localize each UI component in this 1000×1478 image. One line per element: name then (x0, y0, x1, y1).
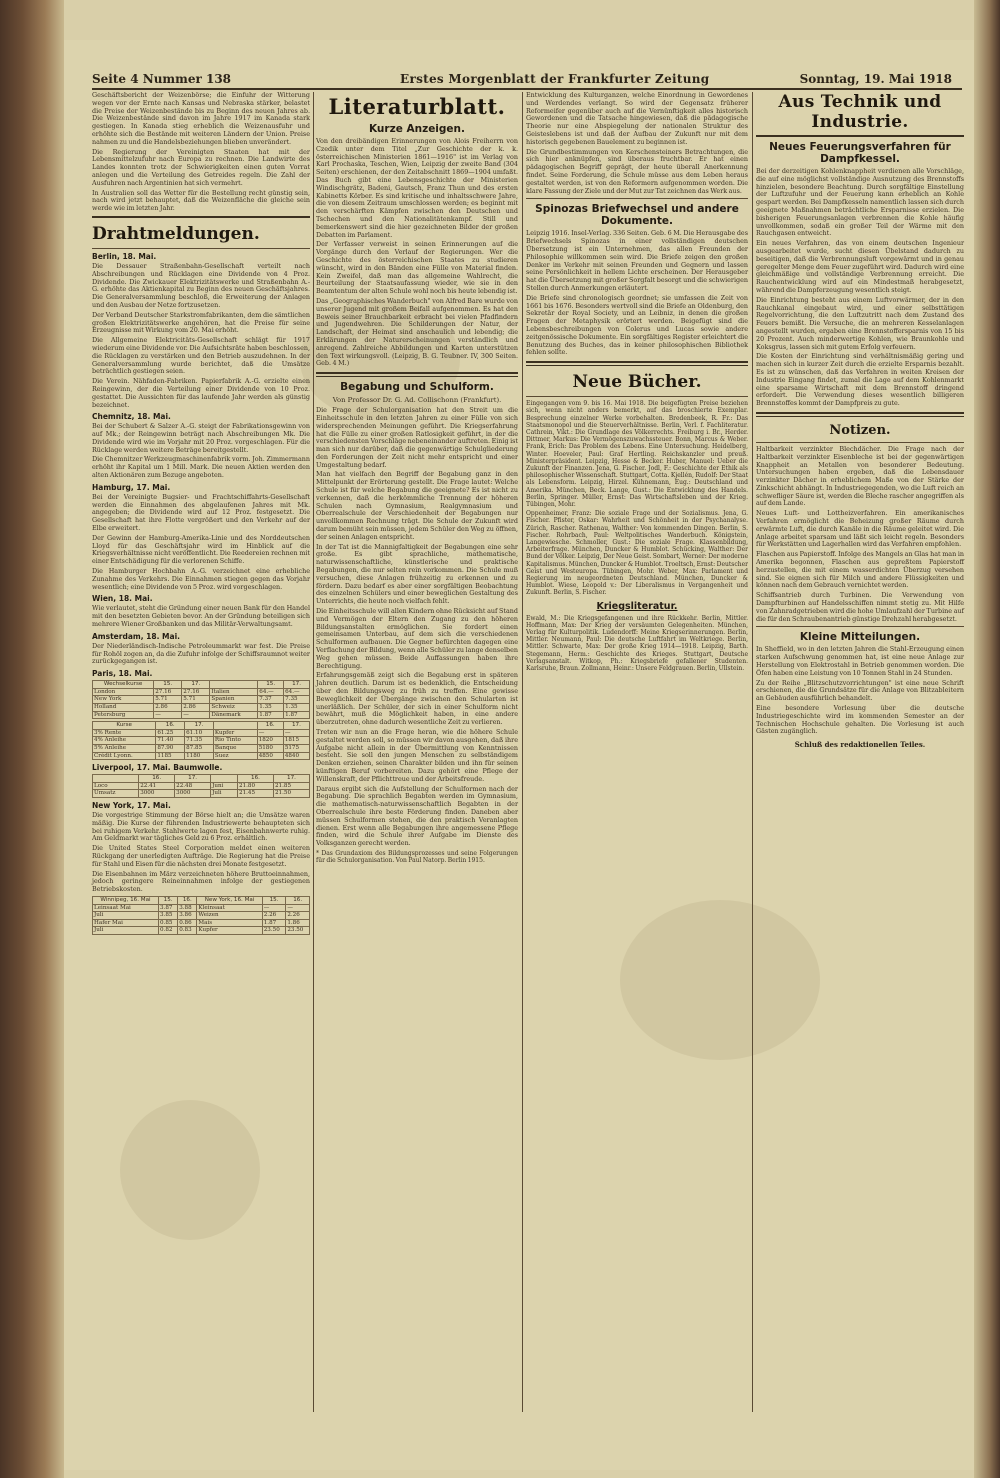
subsection-title: Kleine Mitteilungen. (799, 631, 921, 644)
body-text: Die Regierung der Vereinigten Staaten hat mit der Lebensmittelzufuhr nach Europa zu rechnen. Die Landwirte des Landes konnten trotz der Schwierigkeiten einen guten Vorrat anlegen und die Verteilung des Getreides regeln. Die Zahl der Ausfuhren nach Argentinien hat sich vermehrt. (92, 147, 310, 187)
issue-date: Sonntag, 19. Mai 1918 (799, 72, 952, 86)
body-text: Die Briefe sind chronologisch geordnet; sie umfassen die Zeit von 1661 bis 1676. Besonders wertvoll sind die Briefe an Oldenburg, den Sekretär der Royal Society, und an Leibniz, in denen die großen Fragen der Metaphysik erörtert werden. Beigefügt sind die Lebensbeschreibungen von Colerus und Lucas sowie andere zeitgenössische Dokumente. Ein sorgfältiges Register erleichtert die Benutzung des Buches, das in keiner philosophischen Bibliothek fehlen sollte. (526, 293, 748, 357)
body-text: Die vorgestrige Stimmung der Börse hielt an; die Umsätze waren mäßig. Die Kurse der führenden Industriewerte behaupteten sich bei ruhigem Verkehr. Stahlwerte lagen fest, Eisenbahnwerte ruhig. Am Geldmarkt war tägliches Geld zu 6 Proz. erhältlich. (92, 810, 310, 843)
dateline: Hamburg, 17. Mai. (92, 482, 171, 492)
body-text: Der Verfasser verweist in seinen Erinnerungen auf die Vorgänge durch den Verlauf der Regierungen. Wer die Geschichte des österreichischen Staates zu studieren wünscht, wird in den Bänden eine Fülle von Material finden. Kein Zweifel, daß man das allgemeine Wahlrecht, die Beurteilung der Staatsaufassung wieder, wie sie in den Beamtentum der alten Schule wohl noch bis heute lebendig ist. (316, 240, 518, 296)
divider (92, 248, 310, 249)
article-title: Spinozas Briefwechsel und andere Dokumente. (535, 203, 739, 228)
book-list: Ewald, M.: Die Kriegsgefangenen und ihre Rückkehr. Berlin, Mittler. Hoffmann, Max: Der Krieg der versäumten Gelegenheiten. München, Verlag für Kulturpolitik. Ludendorff: Meine Kriegserinnerungen. Berlin, Mittler. Neumann, Paul: Die deutsche Luftfahrt im Weltkriege. Berlin, Mittler. Schwarte, Max: Der große Krieg 1914—1918. Leipzig, Barth. Stegemann, Herm.: Geschichte des Krieges. Stuttgart, Deutsche Verlagsanstalt. Witkop, Ph.: Kriegsbriefe gefallener Studenten. Karlsruhe, Braun. Zollmann, Heinr.: Unsere Feldgrauen. Berlin, Ullstein. (526, 614, 748, 673)
book-list: Oppenheimer, Franz: Die soziale Frage und der Sozialismus. Jena, G. Fischer. Pfister, Oskar: Wahrheit und Schönheit in der Psychanalyse. Zürich, Rascher. Rathenau, Walther: Von kommenden Dingen. Berlin, S. Fischer. Rohrbach, Paul: Weltpolitisches Wanderbuch. Königstein, Langewiesche. Schmoller, Gust.: Die soziale Frage. Klassenbildung, Arbeiterfrage. München, Duncker & Humblot. Schücking, Walther: Der Bund der Völker. Leipzig, Der Neue Geist. Sombart, Werner: Der moderne Kapitalismus. München, Duncker & Humblot. Troeltsch, Ernst: Deutscher Geist und Westeuropa. Tübingen, Mohr. Weber, Max: Parlament und Regierung im neugeordneten Deutschland. München, Duncker & Humblot. Wiese, Leopold v.: Der Liberalismus in Vergangenheit und Zukunft. Berlin, S. Fischer. (526, 510, 748, 597)
column-1 (92, 92, 310, 937)
dateline: Wien, 18. Mai. (92, 594, 153, 604)
column-4 (756, 92, 964, 749)
body-text: Der Niederländisch-Indische Petroleummarkt war fest. Die Preise für Rohöl zogen an, da die Zufuhr infolge der Schiffsraumnot weiter zurückgegangen ist. (92, 641, 310, 666)
column-rule (522, 92, 523, 1412)
book-edge-right (974, 0, 1000, 1478)
body-text: Treten wir nun an die Frage heran, wie die höhere Schule gestaltet werden soll, so müssen wir davon ausgehen, daß ihre Aufgabe nicht allein in der Übermittlung von Kenntnissen besteht. Sie soll den jungen Menschen zu selbständigem Denken erziehen, seinen Charakter bilden und ihn für seinen künftigen Beruf vorbereiten. Dazu gehört eine Pflege der Willenskraft, der Pflichttreue und der Arbeitsfreude. (316, 727, 518, 783)
body-text: Bei der Schubert & Salzer A.-G. steigt der Fabrikationsgewinn von auf Mk.; der Reingewinn beträgt nach Abschreibungen Mk. Die Dividende wird wie im Vorjahr mit 20 Proz. vorgeschlagen. Für die Rücklage werden weitere Beträge bereitgestellt. (92, 422, 310, 454)
section-divider (92, 216, 310, 218)
section-divider (526, 361, 748, 366)
column-3 (526, 92, 748, 674)
body-text: Die Grundbestimmungen von Kerschensteiners Betrachtungen, die sich hier anknüpfen, sind überaus fruchtbar. Er hat einen pädagogischen Begriff geprägt, der heute überall Anerkennung findet. Seine Forderung, die Schule müsse aus dem Leben heraus gestaltet werden, ist von den Reformern aufgenommen worden. Die klare Fassung der Ziele und der Mut zur Tat zeichnen das Werk aus. (526, 147, 748, 195)
section-title: Aus Technik und Industrie. (778, 92, 942, 132)
body-text: Neues Luft- und Lottheizverfahren. Ein amerikanisches Verfahren ermöglicht die Beheizung großer Räume durch erwärmte Luft, die durch Kanäle in die Räume geleitet wird. Die Anlage arbeitet sparsam und läßt sich leicht regeln. Besonders für Werkstätten und Lagerhallen wird das Verfahren empfohlen. (756, 509, 964, 549)
divider (756, 442, 964, 443)
divider (526, 396, 748, 397)
body-text: Der Gewinn der Hamburg-Amerika-Linie und des Norddeutschen Lloyd für das Geschäftsjahr wird im Hinblick auf die Kriegsverhältnisse nicht veröffentlicht. Die Reedereien rechnen mit einer Entschädigung für die verlorenen Schiffe. (92, 533, 310, 566)
body-text: Die United States Steel Corporation meldet einen weiteren Rückgang der unerledigten Aufträge. Die Regierung hat die Preise für Stahl und Eisen für die nächsten drei Monate festgesetzt. (92, 844, 310, 868)
section-divider (756, 135, 964, 137)
body-text: Bei der Vereinigte Bugsier- und Frachtschiffahrts-Gesellschaft werden die Einnahmen des abgelaufenen Jahres mit Mk. angegeben; die Dividende wird auf 12 Proz. festgesetzt. Die Gesellschaft hat ihre Flotte vergrößert und den Verkehr auf der Elbe erweitert. (92, 492, 310, 533)
book-list: Eingegangen vom 9. bis 16. Mai 1918. Die beigefügten Preise beziehen sich, wenn nicht anders bemerkt, auf das broschierte Exemplar. Besprechung einzelner Werke vorbehalten. Bredenbeek, R. Fr.: Das Staatsmonopol und die Steuerverhältnisse. Berlin, Verl. f. Fachliteratur. Cathrein, Vikt.: Die Grundlage des Völkerrechts. Freiburg i. Br., Herder. Dittmer, Markus: Die Vermögenszuwachssteuer. Bonn, Marcus & Weber. Frank, Erich: Das Problem des Lebens. Eine Untersuchung. Heidelberg, Winter. Hoeveler, Paul: Graf Hertling. Reichskanzler und preuß. Ministerpräsident. Leipzig, Hesse & Becker. Huber, Manuel: Ueber die Zukunft der Finanzen. Jena, G. Fischer. Jodl, F.: Geschichte der Ethik als philosophischer Wissenschaft. Stuttgart, Cotta. Kjellén, Rudolf: Der Staat als Lebensform. Leipzig, Hirzel. Kühnemann, Eug.: Deutschland und Amerika. München, Beck. Lange, Gust.: Die Entwicklung des Handels. Berlin, Springer. Müller, Ernst: Das Wirtschaftsleben und der Krieg. Tübingen, Mohr. (526, 400, 748, 508)
section-title: Neue Bücher. (572, 372, 702, 393)
section-title: Notizen. (829, 422, 891, 438)
subsection-title: Kurze Anzeigen. (368, 123, 466, 135)
section-title: Literaturblatt. (328, 94, 506, 119)
dateline: Chemnitz, 18. Mai. (92, 412, 171, 422)
market-table: Winnipeg, 16. Mai 15. 16. New York, 16. Mai 15. 16. Leinsaat Mai 3.87 3.88 Kleinsaat — — Juli 3.85 3.86 Weizen 2.26 2.26 Hafer Mai 0.85 0.86 Mais 1.87 1.86 Juli 0.82 0.83 Kupfer 23.50 23.50 (92, 896, 310, 935)
section-divider (316, 372, 518, 377)
dateline: Berlin, 18. Mai. (92, 251, 157, 261)
page-number: Seite 4 Nummer 138 (92, 72, 232, 86)
body-text: Geschäftsbericht der Weizenbörse; die Einfuhr der Witterung wegen vor der Ernte nach Kansas und Nebraska stärker, belastet die Preise der Weizenbestände bis zu Beginn des neuen Jahres ab. Die Weizenbestände sind davon im Jahre 1917 im Kanada stark gestiegen. In Kanada stieg erheblich die Weizenausfuhr und erhöhte sich die Bestände mit weiteren Ländern der Union. Preise nahmen zu und die Handelsbeziehungen blieben unverändert. (92, 91, 310, 146)
body-text: Erfahrungsgemäß zeigt sich die Begabung erst in späteren Jahren deutlich. Darum ist es bedenklich, die Entscheidung über den Bildungsweg zu früh zu treffen. Eine gewisse Beweglichkeit der Übergänge zwischen den Schularten ist unerläßlich. Der Schüler, der sich in einer Schulform nicht bewährt, muß die Möglichkeit haben, in eine andere überzutreten, ohne dadurch wesentliche Zeit zu verlieren. (316, 671, 518, 727)
masthead-rule (92, 88, 962, 90)
body-text: In Australien soll das Wetter für die Bestellung recht günstig sein, nach wird jetzt behauptet, daß die Weizenfläche die gleiche sein werde wie im letzten Jahr. (92, 188, 310, 213)
byline: Von Professor Dr. G. Ad. Collischonn (Frankfurt). (332, 396, 502, 405)
body-text: Die Kosten der Einrichtung sind verhältnismäßig gering und machen sich in kurzer Zeit durch die erzielte Ersparnis bezahlt. Es ist zu wünschen, daß das Verfahren in weiten Kreisen der Industrie Eingang findet, zumal die Lage auf dem Kohlenmarkt eine sparsame Wirtschaft mit dem Brennstoff dringend erfordert. Die Verwendung dieses wesentlich billigeren Brennstoffes kommt der Dampfpreis zu gute. (756, 352, 964, 408)
body-text: Entwicklung des Kulturganzen, welche Einordnung in Gewordenes und Werdendes verlangt. So wird der Gegensatz früherer Reformeifer gegenüber auch auf die Vernünftigkeit alles historisch Gewordenen und die Tatsache hingewiesen, daß die pädagogische Theorie nur eine Abspiegelung der nationalen Struktur des Geisteslebens ist und daß der Aufbau der Zukunft nur mit dem historisch gegebenen Bauelement zu beginnen ist. (526, 91, 748, 146)
dateline: Amsterdam, 18. Mai. (92, 631, 181, 641)
body-text: Die Einrichtung besteht aus einem Luftvorwärmer, der in den Rauchkanal eingebaut wird, und einer selbsttätigen Regelvorrichtung, die den Luftzutritt nach dem Zustand des Feuers bemißt. Die Versuche, die an mehreren Kesselanlagen angestellt wurden, ergaben eine Brennstoffersparnis von 15 bis 20 Prozent. Auch minderwertige Kohlen, wie Braunkohle und Koksgrus, lassen sich mit gutem Erfolg verfeuern. (756, 295, 964, 351)
body-text: Die Dessauer Straßenbahn-Gesellschaft verteilt nach Abschreibungen und Rücklagen eine Dividende von 4 Proz. Dividende. Die Zwickauer Elektrizitätswerke und Straßenbahn A.-G. erhöhte das Aktienkapital zu Beginn des neuen Geschäftsjahres. Die Generalversammlung beschloß, die Erweiterung der Anlagen und den Ausbau der Netze fortzusetzen. (92, 261, 310, 309)
body-text: In Sheffield, wo in den letzten Jahren die Stahl-Erzeugung einen starken Aufschwung genommen hat, ist eine neue Anlage zur Herstellung von Elektrostahl in Betrieb genommen worden. Die Öfen haben eine Leistung von 10 Tonnen Stahl in 24 Stunden. (756, 645, 964, 677)
body-text: Die Chemnitzer Werkzeugmaschinenfabrik vorm. Joh. Zimmermann erhöht ihr Kapital um 1 Mill. Mark. Die neuen Aktien werden den alten Aktionären zum Bezuge angeboten. (92, 455, 310, 480)
newspaper-title: Erstes Morgenblatt der Frankfurter Zeitung (400, 72, 710, 86)
divider (526, 198, 748, 199)
body-text: Die Hamburger Hochbahn A.-G. verzeichnet eine erhebliche Zunahme des Verkehrs. Die Einnahmen stiegen gegen das Vorjahr wesentlich; eine Dividende von 5 Proz. wird vorgeschlagen. (92, 567, 310, 591)
column-rule (752, 92, 753, 1412)
body-text: Eine besondere Vorlesung über die deutsche Industriegeschichte wird im kommenden Semester an der Technischen Hochschule gehalten. Die Vorlesung ist auch Gästen zugänglich. (756, 704, 964, 736)
divider (756, 626, 964, 627)
section-divider (756, 412, 964, 417)
market-label: Baumwolle. (173, 763, 223, 773)
column-rule (313, 92, 314, 1412)
body-text: Haltbarkeit verzinkter Blechdächer. Die Frage nach der Haltbarkeit verzinkter Eisenbleche ist bei der gegenwärtigen Knappheit an Metallen von besonderer Bedeutung. Untersuchungen haben ergeben, daß die Lebensdauer verzinkter Dächer in erheblichem Maße von der Stärke der Zinkschicht abhängt. In Industriegegenden, wo die Luft reich an schwefliger Säure ist, werden die Bleche rascher angegriffen als auf dem Lande. (756, 444, 964, 508)
dateline: New York, 17. Mai. (92, 800, 171, 810)
footnote: * Das Grundaxiom des Bildungsprozesses und seine Folgerungen für die Schulorganisation. Von Paul Natorp. Berlin 1915. (316, 849, 518, 865)
body-text: Die Verein. Nähfaden-Fabriken. Papierfabrik A.-G. erzielte einen Reingewinn, der die Verteilung einer Dividende von 10 Proz. gestattet. Die Aussichten für das laufende Jahr werden als günstig bezeichnet. (92, 377, 310, 409)
body-text: Flaschen aus Papierstoff. Infolge des Mangels an Glas hat man in Amerika begonnen, Flaschen aus gepreßtem Papierstoff herzustellen, die mit einem wasserdichten Überzug versehen sind. Sie eignen sich für Milch und andere Flüssigkeiten und können nach dem Gebrauch vernichtet werden. (756, 550, 964, 590)
section-title: Drahtmeldungen. (92, 223, 260, 244)
body-text: Die Einheitsschule will allen Kindern ohne Rücksicht auf Stand und Vermögen der Eltern den Zugang zu den höheren Bildungsanstalten ermöglichen. Sie fordert einen gemeinsamen Unterbau, auf dem sich die verschiedenen Schulformen aufbauen. Die Gegner befürchten dagegen eine Verflachung der Bildung, wenn alle Schüler zu lange denselben Weg gehen müssen. Beide Auffassungen haben ihre Berechtigung. (316, 607, 519, 670)
editorial-end-note: Schluß des redaktionellen Teiles. (794, 740, 926, 750)
body-text: Von den dreibändigen Erinnerungen von Alois Freiherrn von Czedik unter dem Titel „Zur Geschichte der k. k. österreichischen Ministerien 1861—1916" ist im Verlag von Karl Prochaska, Teschen, Wien, Leipzig der zweite Band (304 Seiten) erschienen, der den Zeitabschnitt 1869—1904 umfaßt. Das Buch gibt eine Lebensgeschichte der Ministerien Windischgrätz, Badeni, Gautsch, Franz Thun und des ersten Kabinetts Körber. Es sind kritische und inhaltsschwere Jahre, die von diesem Zeitraum umschlossen werden; es beginnt mit den verschärften Kämpfen zwischen den Deutschen und Tschechen und den Nationalitätenkampf. Still und bemerkenswert sind die hier gezeichneten Bilder der großen Debatten im Parlament. (316, 137, 518, 239)
column-2 (316, 92, 518, 866)
dateline: Paris, 18. Mai. (92, 669, 153, 679)
book-spine-left (0, 0, 64, 1478)
body-text: Der Verband Deutscher Starkstromfabrikanten, dem die sämtlichen großen Elektrizitätswerke angehören, hat die Preise für seine Erzeugnisse mit Wirkung vom 20. Mai erhöht. (92, 310, 310, 335)
body-text: Daraus ergibt sich die Aufstellung der Schulformen nach der Begabung. Die sprachlich Begabten werden im Gymnasium, die mathematisch-naturwissenschaftlich Begabten in der Oberrealschule ihre beste Förderung finden. Daneben aber müssen Schulformen stehen, die den praktisch Veranlagten dienen. Erst wenn alle Begabungen ihre angemessene Pflege finden, wird die Schule ihrer Aufgabe im Dienste des Volksganzen gerecht werden. (316, 784, 518, 848)
body-text: Man hat vielfach den Begriff der Begabung ganz in den Mittelpunkt der Erörterung gestellt. Die Frage lautet: Welche Schule ist für welche Begabung die geeignete? Es ist nicht zu verkennen, daß die herkömmliche Trennung der höheren Schulen nach Gymnasium, Realgymnasium und Oberrealschule der Verschiedenheit der Begabungen nur unvollkommen Rechnung trägt. Die Schule der Zukunft wird darum bemüht sein müssen, jedem Schüler den Weg zu öffnen, der seinen Anlagen entspricht. (316, 470, 518, 541)
body-text: Die Allgemeine Elektricitäts-Gesellschaft schlägt für 1917 wiederum eine Dividende vor. Die Aufsichtsräte haben beschlossen, die Rücklagen zu verstärken und den Betrieb auszudehnen. In der Generalversammlung wurde berichtet, daß die Umsätze beträchtlich gestiegen seien. (92, 336, 310, 376)
article-title: Neues Feuerungsverfahren für Dampfkessel. (769, 141, 951, 165)
market-table: Wechselkurse 15. 17. 15. 17. London 27.16 27.16 Italien 64.— 64.— New York 5.71 5.71 Spanien 7.37 7.35 Holland 2.86 2.86 Schweiz 1.35 1.35 Petersburg — — Dänemark 1.87 1.87 (92, 680, 310, 719)
body-text: Wie verlautet, steht die Gründung einer neuen Bank für den Handel mit den besetzten Gebieten bevor. An der Gründung beteiligen sich mehrere Wiener Großbanken und das Militär-Verwaltungsamt. (92, 604, 310, 629)
body-text: Die Frage der Schulorganisation hat den Streit um die Einheitsschule in den letzten Jahren zu einer Fülle von sich widersprechenden Meinungen geführt. Die Kriegserfahrung hat die Fülle zu einer großen Ratlosigkeit geführt, in der die verschiedensten Vorschläge nebeneinander auftreten. Einig ist man sich nur darüber, daß die gegenwärtige Schulgliederung den Forderungen der Zeit nicht mehr entspricht und einer Umgestaltung bedarf. (316, 406, 518, 469)
body-text: In der Tat ist die Mannigfaltigkeit der Begabungen eine sehr große. Es gibt sprachliche, mathematische, naturwissenschaftliche, künstlerische und praktische Begabungen, die nur selten rein vorkommen. Die Schule muß versuchen, diese Anlagen frühzeitig zu erkennen und zu fördern. Dazu bedarf es aber einer sorgfältigen Beobachtung des einzelnen Schülers und einer beweglichen Gestaltung des Unterrichts, die heute noch vielfach fehlt. (316, 542, 518, 606)
body-text: Schiffsantrieb durch Turbinen. Die Verwendung von Dampfturbinen auf Handelsschiffen nimmt stetig zu. Mit Hilfe von Zahnradgetrieben wird die hohe Umlaufzahl der Turbine auf die für den Schraubenantrieb günstige Drehzahl herabgesetzt. (756, 591, 964, 623)
subsection-title: Kriegsliteratur. (596, 600, 678, 612)
market-table: Kurse 16. 17. 16. 17. 3% Rente 61.25 61.10 Kupfer — — 4% Anleihe 71.40 71.35 Rio Tinto 1820 1815 5% Anleihe 87.90 87.85 Banque 5180 5175 Crédit Lyonn. 1185 1180 Suez 4850 4840 (92, 721, 310, 760)
body-text: Zu der Reihe „Blitzschutzvorrichtungen" ist eine neue Schrift erschienen, die die Grundsätze für die Anlage von Blitzableitern an Gebäuden ausführlich behandelt. (756, 678, 964, 703)
body-text: Die Eisenbahnen im März verzeichneten höhere Bruttoeinnahmen, jedoch geringere Reineinnahmen infolge der gestiegenen Betriebskosten. (92, 869, 310, 894)
market-table: 16. 17. 16. 17. Loco 22.41 22.48 Juni 21.80 21.85 Umsatz 3000 3000 Juli 21.45 21.50 (92, 774, 310, 798)
article-title: Begabung und Schulform. (340, 381, 494, 394)
body-text: Das „Geographisches Wanderbuch" von Alfred Bare wurde von unserer Jugend mit großem Beifall aufgenommen. Es hat den Beweis seiner Brauchbarkeit erbracht bei vielen Pfadfindern und Jugendwehren. Die Schilderungen der Natur, der Landschaft, der Heimat sind anschaulich und lebendig; die Erklärungen der Naturerscheinungen verständlich und anregend. Zahlreiche Abbildungen und Karten unterstützen den Text wirkungsvoll. (Leipzig, B. G. Teubner. IV, 300 Seiten. Geb. 4 M.) (316, 296, 518, 368)
body-text: Leipzig 1916. Insel-Verlag. 336 Seiten. Geb. 6 M. Die Herausgabe des Briefwechsels Spinozas in einer vollständigen deutschen Übersetzung ist ein Unternehmen, das allen Freunden der Philosophie willkommen sein wird. Die Briefe zeigen den großen Denker im Verkehr mit seinen Freunden und Gegnern und lassen seine Persönlichkeit in hellem Lichte erscheinen. Der Herausgeber hat die Übersetzung mit großer Sorgfalt besorgt und die schwierigen Stellen durch Anmerkungen erläutert. (526, 229, 748, 292)
body-text: Ein neues Verfahren, das von einem deutschen Ingenieur ausgearbeitet wurde, sucht diesen Übelstand dadurch zu beseitigen, daß die Verbrennungsluft vorgewärmt und in genau geregelter Menge dem Feuer zugeführt wird. Dadurch wird eine gleichmäßige und vollständige Verbrennung erreicht. Die Rauchentwicklung wird auf ein Mindestmaß herabgesetzt, während die Dampferzeugung wesentlich steigt. (756, 239, 964, 294)
dateline: Liverpool, 17. Mai. Baumwolle. (92, 763, 223, 773)
body-text: Bei der derzeitigen Kohlenknappheit verdienen alle Vorschläge, die auf eine möglichst vollständige Ausnutzung des Brennstoffs hinzielen, besondere Beachtung. Durch sorgfältige Einstellung der Luftzufuhr und der Feuerung kann erheblich an Kohle gespart werden. Bei Dampfkesseln namentlich lassen sich durch geeignete Maßnahmen beträchtliche Ersparnisse erzielen. Die bisherigen Feuerungsanlagen verbrennen die Kohle häufig unvollkommen, sodaß ein großer Teil der Wärme mit den Rauchgasen entweicht. (756, 167, 964, 238)
